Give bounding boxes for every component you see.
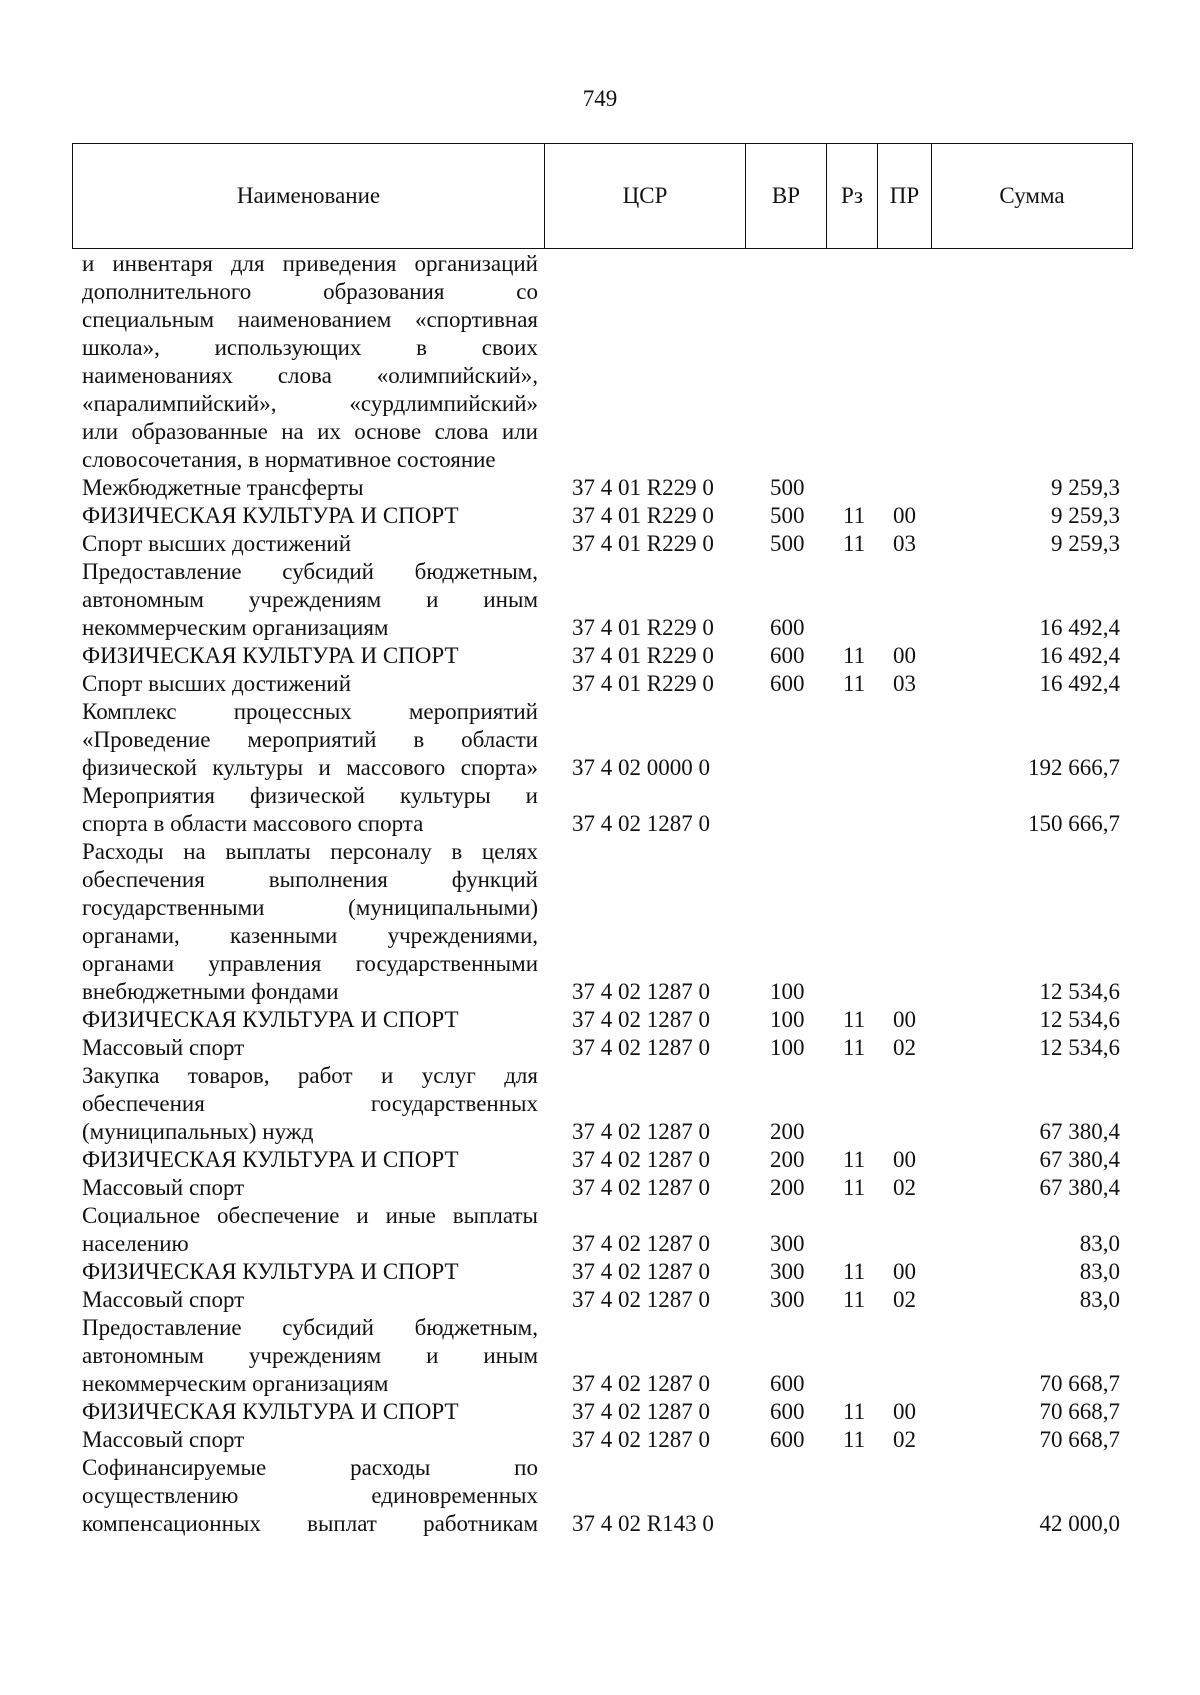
row-pr: 00 <box>893 1399 916 1424</box>
table-row <box>0 474 1200 502</box>
row-name <box>82 1062 538 1146</box>
row-csr: 37 4 02 1287 0 <box>572 1427 710 1452</box>
header-pr: ПР <box>878 144 932 249</box>
row-name-line: Спорт высших достижений <box>82 671 352 696</box>
row-name-line: Предоставление субсидий бюджетным, <box>82 559 538 584</box>
row-rz: 11 <box>843 671 866 696</box>
row-name-line: и инвентаря для приведения организаций <box>82 251 538 276</box>
row-sum: 9 259,3 <box>1051 503 1120 528</box>
row-csr: 37 4 02 1287 0 <box>572 1231 710 1256</box>
row-name-line: обеспечения выполнения функций <box>82 867 538 892</box>
row-name <box>82 502 538 530</box>
header-rz: Рз <box>827 144 878 249</box>
row-name-line: внебюджетными фондами <box>82 979 339 1004</box>
row-pr: 00 <box>893 1147 916 1172</box>
row-rz: 11 <box>843 1147 866 1172</box>
row-name-line: Софинансируемые расходы по <box>82 1455 538 1480</box>
row-name-line: Массовый спорт <box>82 1287 245 1312</box>
row-sum: 9 259,3 <box>1051 531 1120 556</box>
row-pr: 02 <box>893 1427 916 1452</box>
row-sum: 70 668,7 <box>1039 1427 1120 1452</box>
row-name <box>82 1034 538 1062</box>
row-name <box>82 1286 538 1314</box>
row-vr: 600 <box>770 1371 805 1396</box>
row-pr: 00 <box>893 1259 916 1284</box>
row-name <box>82 782 538 838</box>
row-name-line: Массовый спорт <box>82 1035 245 1060</box>
row-pr: 00 <box>893 1007 916 1032</box>
row-pr: 03 <box>893 531 916 556</box>
table-row <box>0 250 1200 474</box>
row-name-line: Массовый спорт <box>82 1427 245 1452</box>
row-name <box>82 1146 538 1174</box>
row-pr: 02 <box>893 1175 916 1200</box>
row-sum: 83,0 <box>1079 1287 1120 1312</box>
row-vr: 600 <box>770 671 805 696</box>
row-rz: 11 <box>843 1007 866 1032</box>
row-csr: 37 4 02 1287 0 <box>572 1399 710 1424</box>
row-name-line: органами, казенными учреждениями, <box>82 923 538 948</box>
row-csr: 37 4 02 1287 0 <box>572 811 710 836</box>
row-name-line: некоммерческим организациям <box>82 615 389 640</box>
row-sum: 192 666,7 <box>1028 755 1120 780</box>
row-name-line: наименованиях слова «олимпийский», <box>82 363 538 388</box>
table-row <box>0 1034 1200 1062</box>
row-name-line: органами управления государственными <box>82 951 538 976</box>
row-name-line: специальным наименованием «спортивная <box>82 307 538 332</box>
row-rz: 11 <box>843 1259 866 1284</box>
row-name-line: автономным учреждениям и иным <box>82 587 538 612</box>
table-row <box>0 1426 1200 1454</box>
header-sum: Сумма <box>932 144 1133 249</box>
row-vr: 200 <box>770 1175 805 1200</box>
row-vr: 100 <box>770 1035 805 1060</box>
row-vr: 100 <box>770 1007 805 1032</box>
row-rz: 11 <box>843 1399 866 1424</box>
row-name-line: некоммерческим организациям <box>82 1371 389 1396</box>
row-name <box>82 1454 538 1538</box>
table-row <box>0 838 1200 1006</box>
table-row <box>0 558 1200 642</box>
row-name-line: Закупка товаров, работ и услуг для <box>82 1063 538 1088</box>
row-name-line: физической культуры и массового спорта» <box>82 755 538 780</box>
row-csr: 37 4 02 1287 0 <box>572 1119 710 1144</box>
table-row <box>0 502 1200 530</box>
row-csr: 37 4 02 1287 0 <box>572 1287 710 1312</box>
row-name-line: Спорт высших достижений <box>82 531 352 556</box>
row-vr: 300 <box>770 1287 805 1312</box>
header-csr: ЦСР <box>545 144 746 249</box>
row-vr: 100 <box>770 979 805 1004</box>
row-name <box>82 1426 538 1454</box>
row-pr: 00 <box>893 643 916 668</box>
row-csr: 37 4 01 R229 0 <box>572 671 714 696</box>
row-name-line: ФИЗИЧЕСКАЯ КУЛЬТУРА И СПОРТ <box>82 503 459 528</box>
row-name <box>82 530 538 558</box>
row-name-line: Предоставление субсидий бюджетным, <box>82 1315 538 1340</box>
row-csr: 37 4 01 R229 0 <box>572 531 714 556</box>
row-sum: 12 534,6 <box>1039 1007 1120 1032</box>
table-row <box>0 1174 1200 1202</box>
row-name-line: «Проведение мероприятий в области <box>82 727 538 752</box>
row-pr: 00 <box>893 503 916 528</box>
row-sum: 9 259,3 <box>1051 475 1120 500</box>
row-name-line: ФИЗИЧЕСКАЯ КУЛЬТУРА И СПОРТ <box>82 1007 459 1032</box>
row-sum: 16 492,4 <box>1039 615 1120 640</box>
header-name: Наименование <box>73 144 545 249</box>
row-name <box>82 698 538 782</box>
row-name-line: Социальное обеспечение и иные выплаты <box>82 1203 538 1228</box>
row-rz: 11 <box>843 1427 866 1452</box>
row-name <box>82 1006 538 1034</box>
row-name <box>82 474 538 502</box>
row-name-line: государственными (муниципальными) <box>82 895 538 920</box>
row-rz: 11 <box>843 503 866 528</box>
row-csr: 37 4 02 0000 0 <box>572 755 710 780</box>
row-name-line: компенсационных выплат работникам <box>82 1511 538 1536</box>
row-vr: 200 <box>770 1147 805 1172</box>
row-name-line: словосочетания, в нормативное состояние <box>82 447 496 472</box>
row-vr: 600 <box>770 643 805 668</box>
row-rz: 11 <box>843 1287 866 1312</box>
row-name-line: населению <box>82 1231 189 1256</box>
row-name <box>82 250 538 474</box>
row-sum: 12 534,6 <box>1039 1035 1120 1060</box>
row-pr: 02 <box>893 1035 916 1060</box>
row-sum: 42 000,0 <box>1039 1511 1120 1536</box>
table-row <box>0 1258 1200 1286</box>
row-csr: 37 4 02 1287 0 <box>572 1175 710 1200</box>
row-sum: 67 380,4 <box>1039 1175 1120 1200</box>
row-csr: 37 4 02 R143 0 <box>572 1511 714 1536</box>
row-sum: 70 668,7 <box>1039 1399 1120 1424</box>
row-rz: 11 <box>843 1035 866 1060</box>
table-row <box>0 530 1200 558</box>
row-vr: 600 <box>770 1399 805 1424</box>
row-name <box>82 1202 538 1258</box>
row-name <box>82 1258 538 1286</box>
row-sum: 83,0 <box>1079 1231 1120 1256</box>
table-row <box>0 698 1200 782</box>
table-row <box>0 782 1200 838</box>
table-header <box>72 143 1133 249</box>
row-name-line: Мероприятия физической культуры и <box>82 783 538 808</box>
row-name-line: Комплекс процессных мероприятий <box>82 699 538 724</box>
header-vr: ВР <box>746 144 827 249</box>
row-sum: 67 380,4 <box>1039 1147 1120 1172</box>
row-csr: 37 4 02 1287 0 <box>572 1147 710 1172</box>
table-row <box>0 642 1200 670</box>
row-pr: 03 <box>893 671 916 696</box>
row-sum: 16 492,4 <box>1039 643 1120 668</box>
row-vr: 500 <box>770 475 805 500</box>
row-sum: 150 666,7 <box>1028 811 1120 836</box>
row-name-line: ФИЗИЧЕСКАЯ КУЛЬТУРА И СПОРТ <box>82 643 459 668</box>
row-rz: 11 <box>843 643 866 668</box>
row-vr: 300 <box>770 1259 805 1284</box>
row-vr: 300 <box>770 1231 805 1256</box>
table-row <box>0 1146 1200 1174</box>
row-csr: 37 4 01 R229 0 <box>572 643 714 668</box>
row-name <box>82 1174 538 1202</box>
row-vr: 600 <box>770 1427 805 1452</box>
table-row <box>0 670 1200 698</box>
row-csr: 37 4 01 R229 0 <box>572 503 714 528</box>
row-name-line: осуществлению единовременных <box>82 1483 538 1508</box>
row-csr: 37 4 01 R229 0 <box>572 475 714 500</box>
row-csr: 37 4 02 1287 0 <box>572 1259 710 1284</box>
table-row <box>0 1286 1200 1314</box>
table-row <box>0 1398 1200 1426</box>
row-sum: 12 534,6 <box>1039 979 1120 1004</box>
row-csr: 37 4 02 1287 0 <box>572 1371 710 1396</box>
row-name <box>82 1314 538 1398</box>
table-row <box>0 1314 1200 1398</box>
row-name <box>82 838 538 1006</box>
page-number: 749 <box>582 86 618 111</box>
row-name-line: ФИЗИЧЕСКАЯ КУЛЬТУРА И СПОРТ <box>82 1259 459 1284</box>
row-vr: 200 <box>770 1119 805 1144</box>
row-csr: 37 4 02 1287 0 <box>572 1007 710 1032</box>
table-row <box>0 1454 1200 1538</box>
row-vr: 500 <box>770 531 805 556</box>
row-sum: 16 492,4 <box>1039 671 1120 696</box>
row-name-line: «паралимпийский», «сурдлимпийский» <box>82 391 538 416</box>
row-csr: 37 4 02 1287 0 <box>572 979 710 1004</box>
row-csr: 37 4 01 R229 0 <box>572 615 714 640</box>
row-csr: 37 4 02 1287 0 <box>572 1035 710 1060</box>
row-pr: 02 <box>893 1287 916 1312</box>
row-sum: 67 380,4 <box>1039 1119 1120 1144</box>
row-rz: 11 <box>843 531 866 556</box>
row-name-line: (муниципальных) нужд <box>82 1119 314 1144</box>
table-row <box>0 1006 1200 1034</box>
row-name <box>82 670 538 698</box>
row-name-line: Массовый спорт <box>82 1175 245 1200</box>
row-name-line: спорта в области массового спорта <box>82 811 424 836</box>
row-name-line: Расходы на выплаты персоналу в целях <box>82 839 538 864</box>
row-sum: 70 668,7 <box>1039 1371 1120 1396</box>
row-name-line: обеспечения государственных <box>82 1091 538 1116</box>
table-row <box>0 1062 1200 1146</box>
row-name-line: Межбюджетные трансферты <box>82 475 364 500</box>
row-name <box>82 1398 538 1426</box>
row-name-line: дополнительного образования со <box>82 279 538 304</box>
row-vr: 600 <box>770 615 805 640</box>
table-row <box>0 1202 1200 1258</box>
row-name-line: или образованные на их основе слова или <box>82 419 538 444</box>
row-name-line: ФИЗИЧЕСКАЯ КУЛЬТУРА И СПОРТ <box>82 1147 459 1172</box>
row-rz: 11 <box>843 1175 866 1200</box>
row-name-line: ФИЗИЧЕСКАЯ КУЛЬТУРА И СПОРТ <box>82 1399 459 1424</box>
table-body <box>0 250 1200 1538</box>
row-name <box>82 642 538 670</box>
row-name-line: школа», использующих в своих <box>82 335 538 360</box>
row-name-line: автономным учреждениям и иным <box>82 1343 538 1368</box>
row-sum: 83,0 <box>1079 1259 1120 1284</box>
row-vr: 500 <box>770 503 805 528</box>
row-name <box>82 558 538 642</box>
